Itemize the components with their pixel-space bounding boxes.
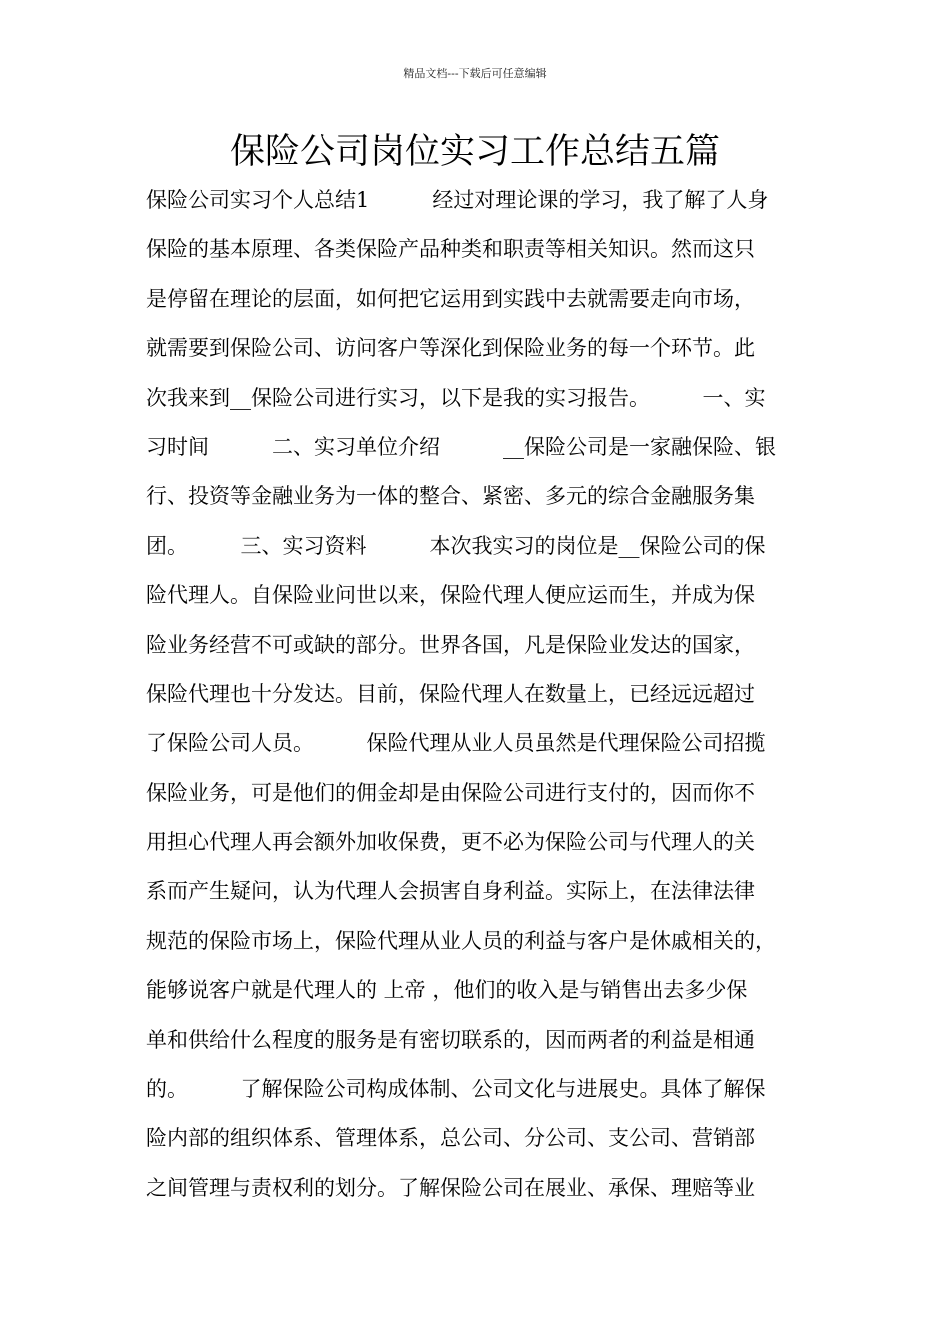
body-line: 是停留在理论的层面，如何把它运用到实践中去就需要走向市场，	[146, 286, 755, 311]
document-body	[146, 176, 826, 1213]
body-line: 险内部的组织体系、管理体系，总公司、分公司、支公司、营销部	[146, 1126, 755, 1151]
body-line: 险代理人。自保险业问世以来，保险代理人便应运而生，并成为保	[146, 583, 755, 608]
body-line: 保险公司实习个人总结1 经过对理论课的学习，我了解了人身	[146, 188, 769, 212]
body-line: 规范的保险市场上，保险代理从业人员的利益与客户是休戚相关的，	[146, 928, 776, 953]
body-line: 保险的基本原理、各类保险产品种类和职责等相关知识。然而这只	[146, 237, 755, 262]
body-line: 团。 三、实习资料 本次我实习的岗位是__保险公司的保	[146, 533, 766, 558]
body-line: 就需要到保险公司、访问客户等深化到保险业务的每一个环节。此	[146, 336, 755, 361]
body-line: 次我来到__保险公司进行实习，以下是我的实习报告。 一、实	[146, 385, 766, 410]
body-line: 的。 了解保险公司构成体制、公司文化与进展史。具体了解保	[146, 1077, 766, 1102]
header-watermark: 精品文档---下载后可任意编辑	[403, 67, 547, 80]
body-line: 能够说客户就是代理人的 上帝 ，他们的收入是与销售出去多少保	[146, 978, 748, 1003]
body-line: 险业务经营不可或缺的部分。世界各国，凡是保险业发达的国家，	[146, 632, 755, 657]
body-line: 用担心代理人再会额外加收保费，更不必为保险公司与代理人的关	[146, 830, 755, 855]
body-line: 单和供给什么程度的服务是有密切联系的，因而两者的利益是相通	[146, 1027, 755, 1052]
body-line: 了保险公司人员。 保险代理从业人员虽然是代理保险公司招揽	[146, 731, 766, 756]
body-line: 行、投资等金融业务为一体的整合、紧密、多元的综合金融服务集	[146, 484, 755, 509]
body-line: 保险代理也十分发达。目前，保险代理人在数量上，已经远远超过	[146, 681, 755, 706]
body-line: 习时间 二、实习单位介绍 __保险公司是一家融保险、银	[146, 434, 776, 459]
body-line: 之间管理与责权利的划分。了解保险公司在展业、承保、理赔等业	[146, 1175, 755, 1200]
body-line: 保险业务，可是他们的佣金却是由保险公司进行支付的，因而你不	[146, 780, 755, 805]
body-line: 系而产生疑问，认为代理人会损害自身利益。实际上，在法律法律	[146, 879, 755, 904]
document-title: 保险公司岗位实习工作总结五篇	[229, 132, 720, 172]
